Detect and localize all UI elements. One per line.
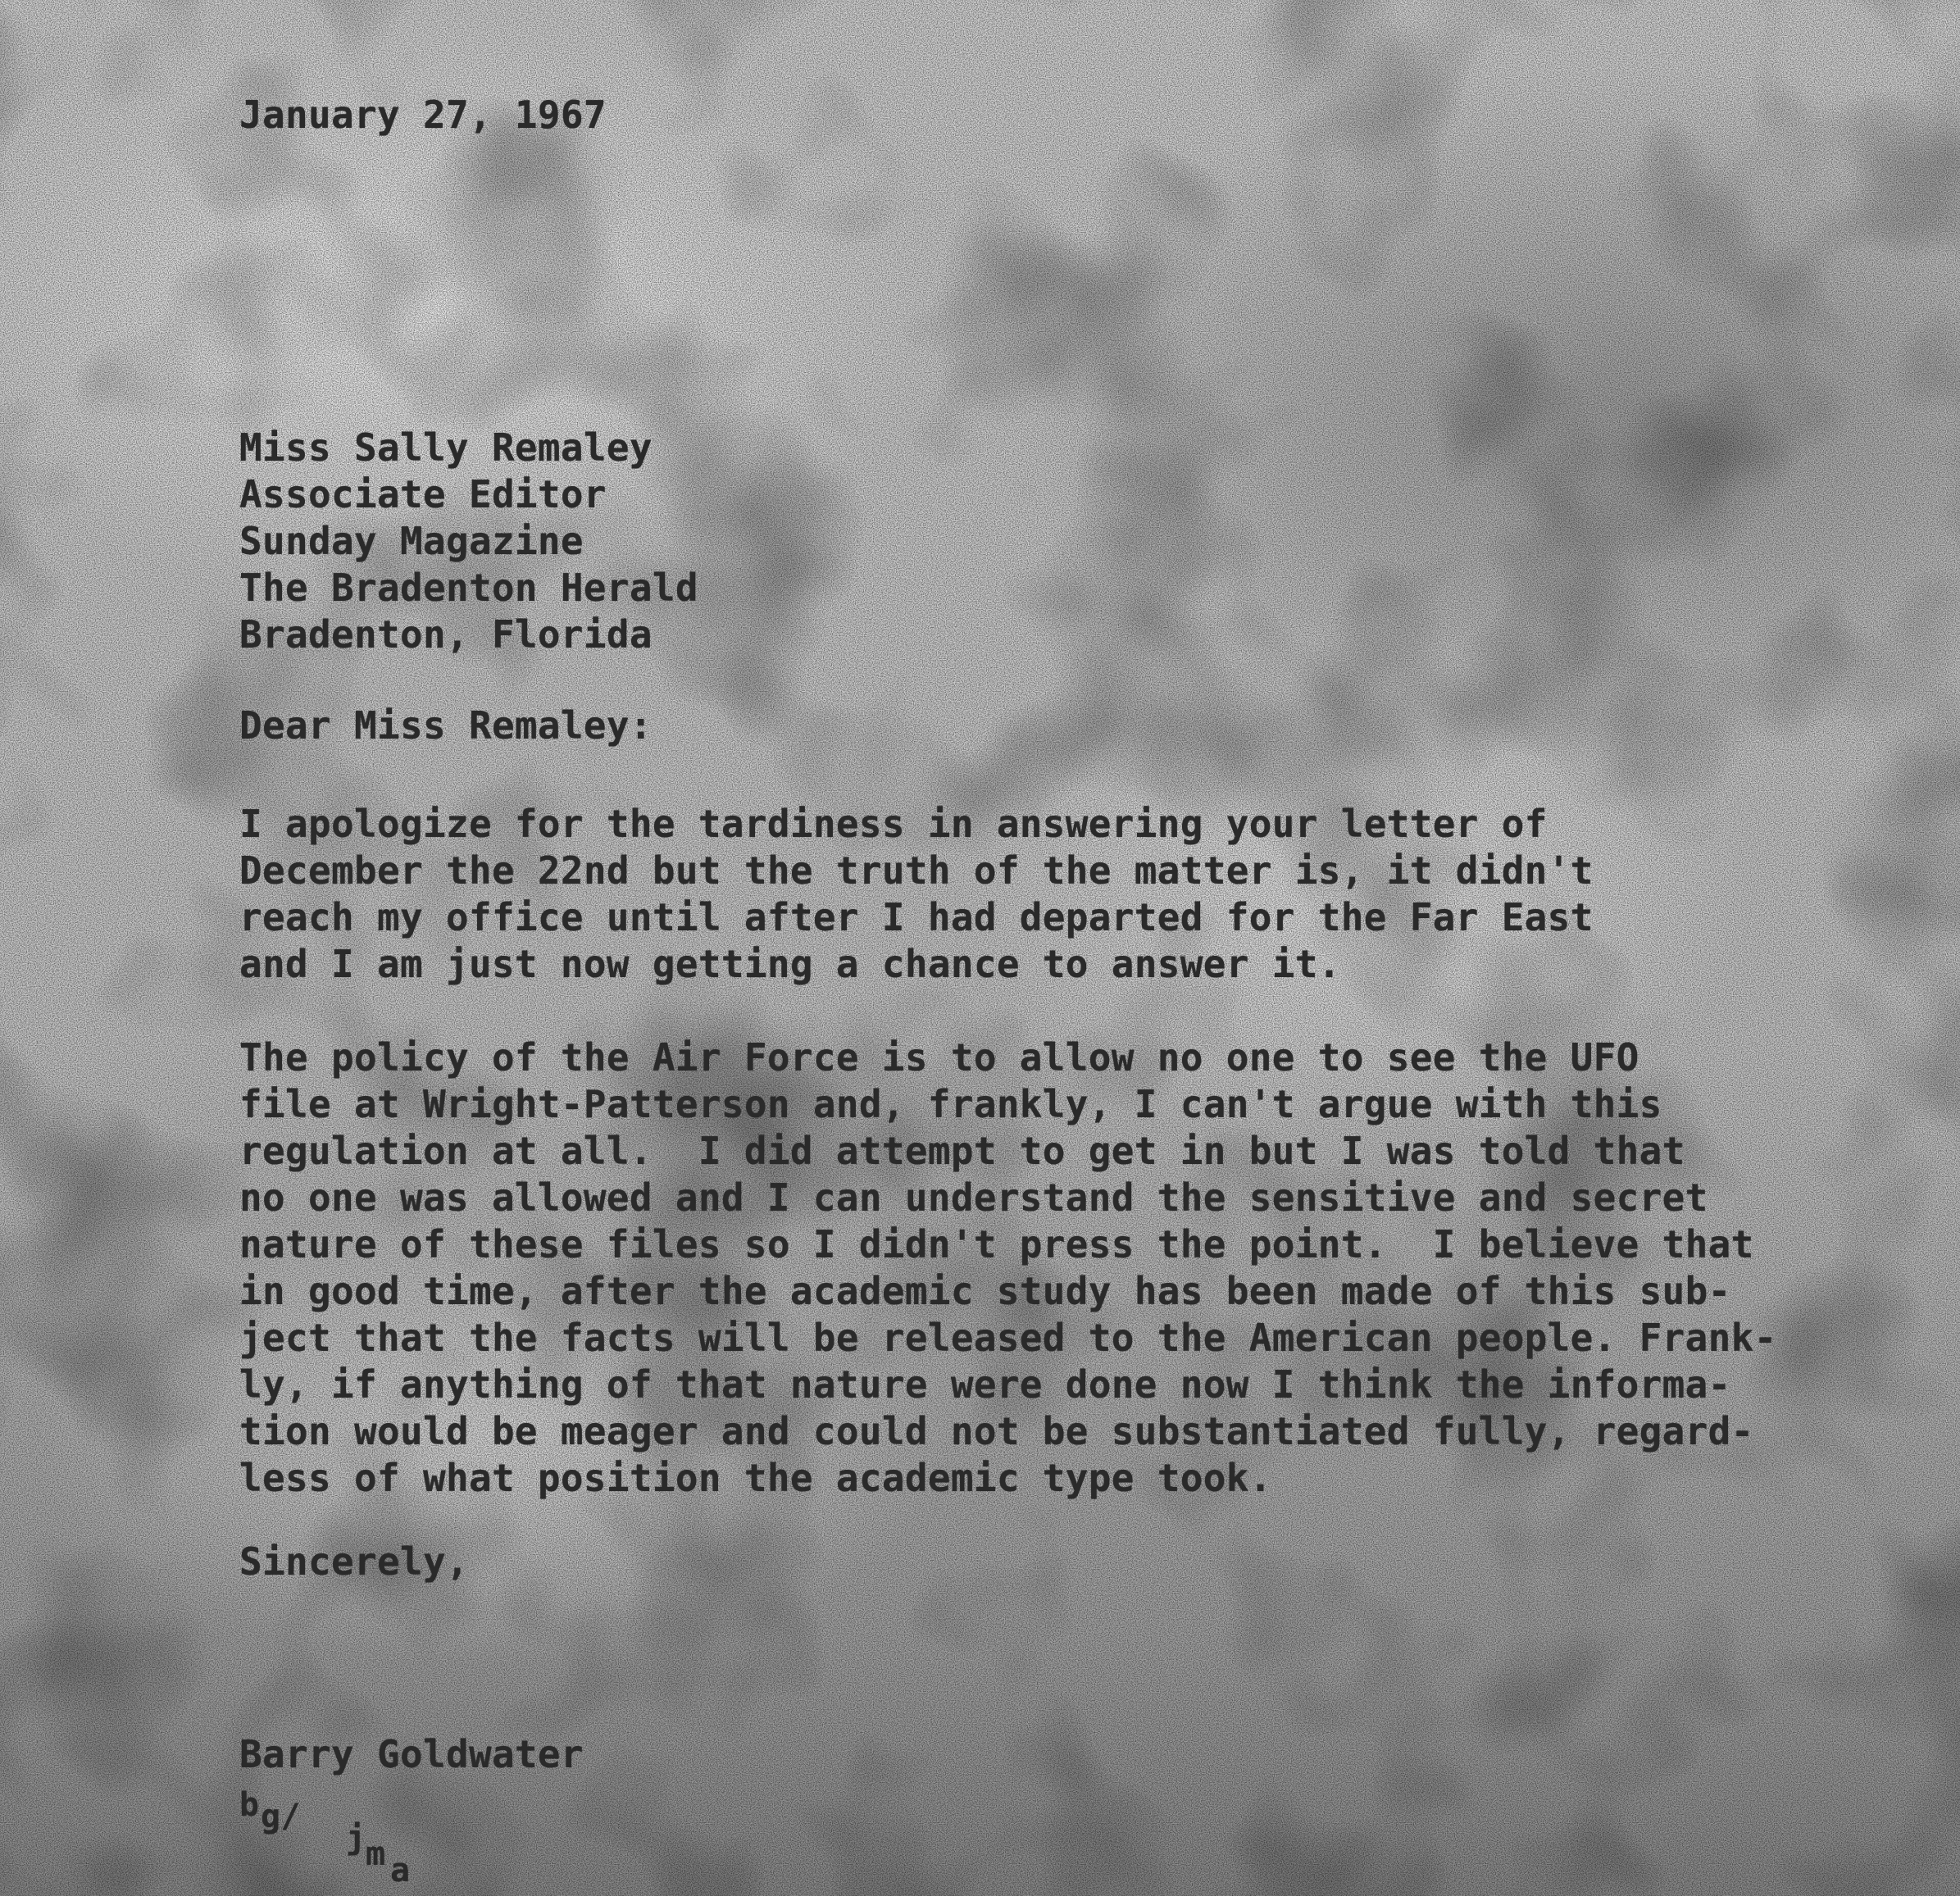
signer-name: Barry Goldwater bbox=[239, 1732, 584, 1776]
paragraph-line: December the 22nd but the truth of the matter is, it didn't bbox=[239, 848, 1594, 893]
paragraph-ufo-policy bbox=[239, 1034, 1777, 1502]
recipient-address-block bbox=[239, 425, 698, 658]
address-line: The Bradenton Herald bbox=[239, 566, 698, 610]
paragraph-line: The policy of the Air Force is to allow no one to see the UFO bbox=[239, 1035, 1639, 1080]
paragraph-line: less of what position the academic type took. bbox=[239, 1456, 1272, 1500]
address-line: Miss Sally Remaley bbox=[239, 425, 653, 470]
typist-initials bbox=[239, 1782, 567, 1896]
address-line: Associate Editor bbox=[239, 472, 607, 516]
letter-date: January 27, 1967 bbox=[239, 93, 607, 137]
initial-char: m bbox=[366, 1835, 386, 1873]
paragraph-line: no one was allowed and I can understand the sensitive and secret bbox=[239, 1175, 1708, 1220]
address-line: Bradenton, Florida bbox=[239, 612, 653, 657]
paragraph-line: nature of these files so I didn't press the point. I believe that bbox=[239, 1222, 1754, 1266]
paragraph-line: tion would be meager and could not be substantiated fully, regard- bbox=[239, 1409, 1754, 1453]
paragraph-line: ject that the facts will be released to the American people. Frank- bbox=[239, 1316, 1777, 1360]
paragraph-line: and I am just now getting a chance to answer it. bbox=[239, 942, 1341, 986]
address-line: Sunday Magazine bbox=[239, 519, 584, 563]
initial-char: j bbox=[346, 1819, 366, 1857]
paragraph-line: in good time, after the academic study has been made of this sub- bbox=[239, 1269, 1731, 1313]
paragraph-line: reach my office until after I had departed for the Far East bbox=[239, 895, 1594, 939]
paragraph-line: regulation at all. I did attempt to get in but I was told that bbox=[239, 1129, 1685, 1173]
initial-char: g/ bbox=[261, 1798, 301, 1835]
paragraph-line: file at Wright-Patterson and, frankly, I can't argue with this bbox=[239, 1082, 1662, 1126]
closing: Sincerely, bbox=[239, 1539, 469, 1584]
paragraph-apology bbox=[239, 801, 1594, 988]
paragraph-line: I apologize for the tardiness in answering your letter of bbox=[239, 802, 1548, 846]
paragraph-line: ly, if anything of that nature were done now I think the informa- bbox=[239, 1362, 1731, 1407]
salutation: Dear Miss Remaley: bbox=[239, 703, 653, 748]
initial-char: b bbox=[239, 1786, 260, 1824]
initial-char: a bbox=[390, 1852, 411, 1889]
